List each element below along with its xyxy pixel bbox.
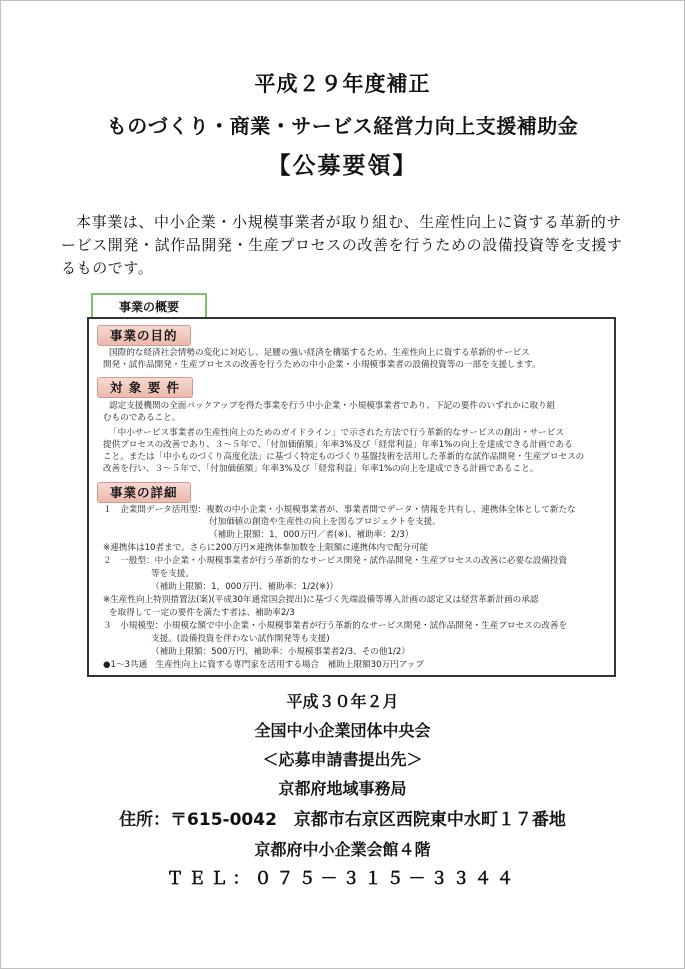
building-name: 京都府中小企業会館４階 — [254, 840, 431, 859]
issue-date: 平成３０年２月 — [286, 692, 399, 711]
address: 住所：〒615-0042 京都市右京区西院東中水町１７番地 — [119, 810, 566, 830]
details-line: を取得して一定の要件を満たす者は、補助率2/3 — [109, 608, 295, 618]
submission-label: ＜応募申請書提出先＞ — [262, 750, 423, 769]
details-line: ●1～3共通 生産性向上に資する専門家を活用する場合 補助上限額30万円アップ — [103, 660, 424, 670]
fiscal-year-title: 平成２９年度補正 — [254, 72, 431, 96]
requirements-line: 提供プロセスの改善であり、３～５年で、「付加価値額」年率3%及び「経常利益」年率1%の向上を達成できる計画である — [103, 440, 573, 450]
organization-name: 全国中小企業団体中央会 — [254, 721, 431, 740]
details-line: ※連携体は10者まで。さらに200万円×連携体参加数を上限額に連携体内で配分可能 — [103, 543, 429, 553]
intro-paragraph: 本事業は、中小企業・小規模事業者が取り組む、生産性向上に資する革新的サービス開発・試作品開発・生産プロセスの改善を行うための設備投資等を支援するものです。 — [61, 213, 623, 277]
requirements-line: むものであること。 — [103, 413, 181, 423]
requirements-line: 改善を行い、３～５年で、「付加価値額」年率3%及び「経常利益」年率1%の向上を達成できる計画であること。 — [103, 464, 539, 474]
details-line: （補助上限額：1，000万円、補助率：1/2(※)） — [151, 582, 339, 592]
purpose-line: 開発・試作品開発・生産プロセスの改善を行うための中小企業・小規模事業者の設備投資等の一部を支援します。 — [103, 360, 541, 370]
details-line: ２ 一般型：中小企業・小規模事業者が行う革新的なサービス開発・試作品開発・生産プロセスの改善に必要な設備投資 — [103, 556, 568, 566]
details-line: 等を支援。 — [151, 569, 194, 579]
contact-footer — [1, 687, 684, 894]
office-name: 京都府地域事務局 — [278, 779, 407, 798]
details-line: （補助上限額：1，000万円／者(※)、補助率：2/3） — [209, 530, 414, 540]
purpose-line: 国際的な経済社会情勢の変化に対応し、足腰の強い経済を構築するため、生産性向上に資する革新的サービス — [109, 348, 530, 358]
details-heading: 事業の詳細 — [97, 482, 191, 503]
overview-tab-label: 事業の概要 — [91, 293, 207, 319]
subsidy-name-title: ものづくり・商業・サービス経営力向上支援補助金 — [106, 114, 579, 138]
details-line: （補助上限額：500万円、補助率：小規模事業者2/3、その他1/2） — [151, 647, 410, 657]
details-line: 付加価値の創造や生産性の向上を図るプロジェクトを支援。 — [209, 517, 441, 527]
requirements-heading: 対 象 要 件 — [97, 377, 193, 398]
document-type-title: 【公募要領】 — [267, 153, 418, 179]
title-block — [1, 69, 684, 183]
requirements-line: こと。または「中小ものづくり高度化法」に基づく特定ものづくり基盤技術を活用した革新的な試作品開発・生産プロセスの — [103, 452, 585, 462]
details-line: 支援。(設備投資を伴わない試作開発等も支援) — [151, 634, 330, 644]
overview-box — [87, 317, 616, 677]
telephone: ＴＥＬ：０７５－３１５－３３４４ — [166, 869, 519, 889]
details-line: ※生産性向上特別措置法(案)(平成30年通常国会提出)に基づく先端設備等導入計画の認定又は経営革新計画の承認 — [103, 595, 539, 605]
requirements-line: 「中小サービス事業者の生産性向上のためのガイドライン」で示された方法で行う革新的なサービスの創出・サービス — [109, 428, 564, 438]
requirements-line: 認定支援機関の全面バックアップを得た事業を行う中小企業・小規模事業者であり、下記の要件のいずれかに取り組 — [109, 401, 556, 411]
details-line: ３ 小規模型：小規模な額で中小企業・小規模事業者が行う革新的なサービス開発・試作品開発・生産プロセスの改善を — [103, 621, 568, 631]
details-line: １ 企業間データ活用型：複数の中小企業・小規模事業者が、事業者間でデータ・情報を共有し、連携体全体として新たな — [103, 505, 576, 515]
purpose-heading: 事業の目的 — [97, 325, 191, 346]
